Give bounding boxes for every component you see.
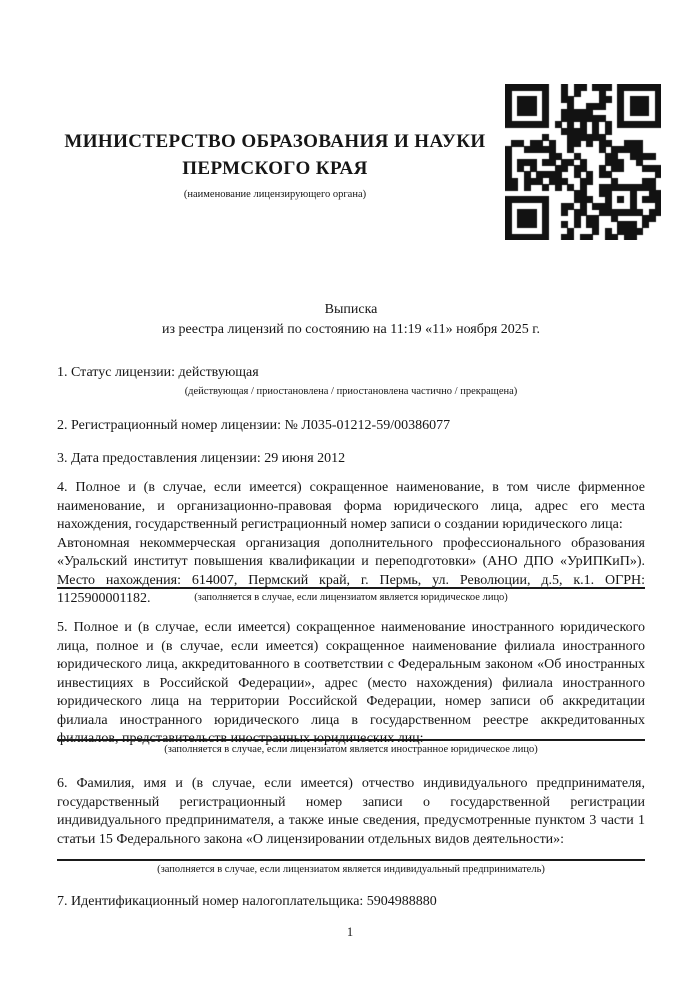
document-title bbox=[57, 300, 645, 340]
item-legal-entity bbox=[57, 479, 645, 609]
document-title-line1: Выписка bbox=[324, 302, 378, 317]
registration-number-text: 2. Регистрационный номер лицензии: № Л035-01212-59/00386077 bbox=[57, 418, 451, 433]
ministry-header bbox=[57, 128, 493, 201]
entrepreneur-heading: 6. Фамилия, имя и (в случае, если имеется) отчество индивидуального предпринимателя, государственный регистрационный номер записи о государственной регистрации индивидуального предпринимателя, а также иные сведения, предусмотренные пунктом 3 части 1 статьи 15 Федерального закона «О лицензировании отдельных видов деятельности»: bbox=[57, 776, 645, 847]
foreign-entity-note: (заполняется в случае, если лицензиатом является иностранное юридическое лицо) bbox=[164, 744, 538, 755]
item-license-date bbox=[57, 450, 645, 469]
item-taxpayer-id bbox=[57, 893, 645, 912]
page-number: 1 bbox=[346, 925, 354, 939]
ministry-caption: (наименование лицензирующего органа) bbox=[183, 189, 367, 200]
item-entrepreneur bbox=[57, 775, 645, 849]
item-license-status bbox=[57, 364, 645, 398]
legal-entity-fill-line bbox=[57, 587, 645, 589]
legal-entity-heading: 4. Полное и (в случае, если имеется) сокращенное наименование, в том числе фирменное наименование, и организационно-правовая форма юридического лица, адрес его места нахождения, государственный регистрационный номер записи о создании юридического лица: bbox=[57, 480, 645, 532]
legal-entity-note: (заполняется в случае, если лицензиатом является юридическое лицо) bbox=[194, 592, 508, 603]
taxpayer-id-text: 7. Идентификационный номер налогоплательщика: 5904988880 bbox=[57, 894, 437, 909]
ministry-name-line2: ПЕРМСКОГО КРАЯ bbox=[182, 158, 368, 179]
legal-entity-value: Автономная некоммерческая организация дополнительного профессионального образования «Уральский институт повышения квалификации и переподготовки» (АНО ДПО «УрИПКиП»). Место нахождения: 614007, Пермский край, г. Пермь, ул. Революции, д.5, к.1. ОГРН: 1125900001182. bbox=[57, 535, 645, 606]
foreign-entity-heading: 5. Полное и (в случае, если имеется) сокращенное наименование иностранного юридического лица, полное и (в случае, если имеется) сокращенное наименование филиала иностранного юридического лица, аккредитованного в соответствии с Федеральным законом «Об иностранных инвестициях в Российской Федерации», адрес (место нахождения) филиала иностранного юридического лица на территории Российской Федерации, номер записи об аккредитации филиала иностранного юридического лица в государственном реестре аккредитованных филиалов, представительств иностранных юридических лиц: bbox=[57, 620, 645, 746]
foreign-entity-fill-line bbox=[57, 739, 645, 741]
entrepreneur-note: (заполняется в случае, если лицензиатом является индивидуальный предприниматель) bbox=[157, 864, 545, 875]
license-date-text: 3. Дата предоставления лицензии: 29 июня 2012 bbox=[57, 451, 346, 466]
entrepreneur-fill-line bbox=[57, 859, 645, 861]
qr-code-icon bbox=[505, 84, 661, 240]
document-title-line2: из реестра лицензий по состоянию на 11:19 «11» ноября 2025 г. bbox=[162, 322, 540, 337]
ministry-name-line1: МИНИСТЕРСТВО ОБРАЗОВАНИЯ И НАУКИ bbox=[64, 131, 486, 152]
item-registration-number bbox=[57, 417, 645, 436]
license-status-note: (действующая / приостановлена / приостановлена частично / прекращена) bbox=[184, 385, 518, 397]
license-status-text: 1. Статус лицензии: действующая bbox=[57, 365, 259, 380]
item-foreign-entity bbox=[57, 619, 645, 749]
